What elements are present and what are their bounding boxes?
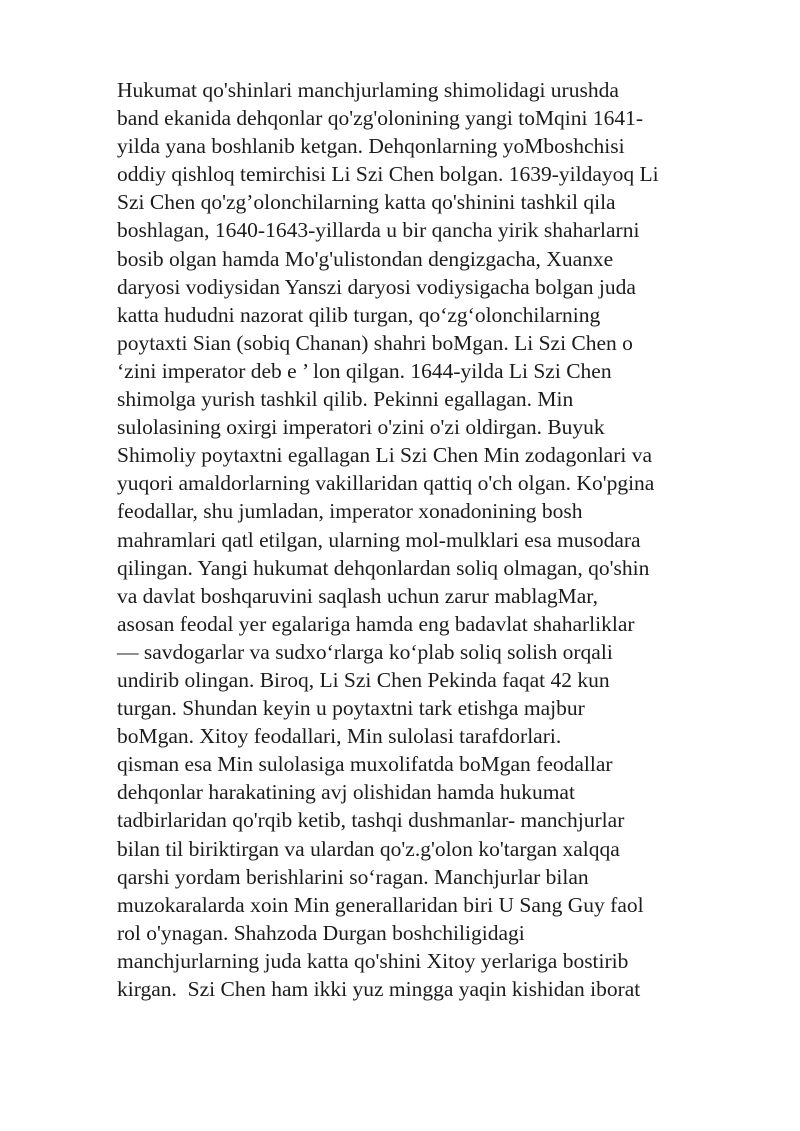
text-line: boMgan. Xitoy feodallari, Min sulolasi tarafdorlari. (117, 724, 562, 749)
text-line: Hukumat qo'shinlari manchjurlaming shimolidagi urushda (117, 78, 619, 102)
text-line: undirib olingan. Biroq, Li Szi Chen Pekinda faqat 42 kun (117, 667, 610, 692)
text-line: Szi Chen qo'zg’olonchilarning katta qo'shinini tashkil qila (117, 190, 616, 215)
text-line: muzokaralarda xoin Min generallaridan biri U Sang Guy faol (117, 892, 644, 917)
text-line: manchjurlarning juda katta qo'shini Xitoy yerlariga bostirib (117, 948, 629, 973)
text-line: mahramlari qatl etilgan, ularning mol-mulklari esa musodara (117, 527, 641, 552)
text-line: band ekanida dehqonlar qo'zg'olonining yangi toMqini 1641- (117, 106, 644, 131)
text-line: dehqonlar harakatining avj olishidan hamda hukumat (117, 780, 575, 805)
text-line: boshlagan, 1640-1643-yillarda u bir qancha yirik shaharlarni (117, 218, 640, 243)
text-line: va davlat boshqaruvini saqlash uchun zarur mablagMar, (117, 583, 598, 608)
text-line: shimolga yurish tashkil qilib. Pekinni egallagan. Min (117, 387, 574, 412)
text-line: feodallar, shu jumladan, imperator xonadonining bosh (117, 499, 583, 524)
text-line: kirgan. Szi Chen ham ikki yuz mingga yaqin kishidan iborat (117, 977, 641, 1001)
text-line: katta hududni nazorat qilib turgan, qo‘zg‘olonchilarning (117, 302, 601, 327)
text-line: qarshi yordam berishlarini so‘ragan. Manchjurlar bilan (117, 864, 589, 889)
text-line: bosib olgan hamda Mo'g'ulistondan dengizgacha, Xuanxe (117, 246, 614, 271)
text-line: qilingan. Yangi hukumat dehqonlardan soliq olmagan, qo'shin (117, 555, 650, 580)
text-line: asosan feodal yer egalariga hamda eng badavlat shaharliklar (117, 611, 635, 636)
text-line: oddiy qishloq temirchisi Li Szi Chen bolgan. 1639-yildayoq Li (117, 162, 659, 187)
text-line: turgan. Shundan keyin u poytaxtni tark etishga majbur (117, 696, 585, 721)
text-line: sulolasining oxirgi imperatori o'zini o'zi oldirgan. Buyuk (117, 415, 605, 440)
text-line: Shimoliy poytaxtni egallagan Li Szi Chen Min zodagonlari va (117, 443, 653, 468)
text-line: ‘zini imperator deb e ’ lon qilgan. 1644-yilda Li Szi Chen (117, 358, 612, 383)
text-line: rol o'ynagan. Shahzoda Durgan boshchiligidagi (117, 920, 525, 945)
text-line: poytaxti Sian (sobiq Chanan) shahri boMgan. Li Szi Chen o (117, 330, 633, 355)
text-line: tadbirlaridan qo'rqib ketib, tashqi dushmanlar- manchjurlar (117, 808, 625, 833)
text-line: yilda yana boshlanib ketgan. Dehqonlarning yoMboshchisi (117, 134, 625, 159)
text-line: daryosi vodiysidan Yanszi daryosi vodiysigacha bolgan juda (117, 274, 636, 299)
text-line: — savdogarlar va sudxo‘rlarga ko‘plab soliq solish orqali (117, 639, 613, 664)
text-line: yuqori amaldorlarning vakillaridan qattiq o'ch olgan. Ko'pgina (117, 471, 655, 496)
text-line: bilan til biriktirgan va ulardan qo'z.g'olon ko'targan xalqqa (117, 836, 620, 861)
body-paragraph (117, 76, 717, 1003)
text-line: qisman esa Min sulolasiga muxolifatda boMgan feodallar (117, 752, 613, 777)
